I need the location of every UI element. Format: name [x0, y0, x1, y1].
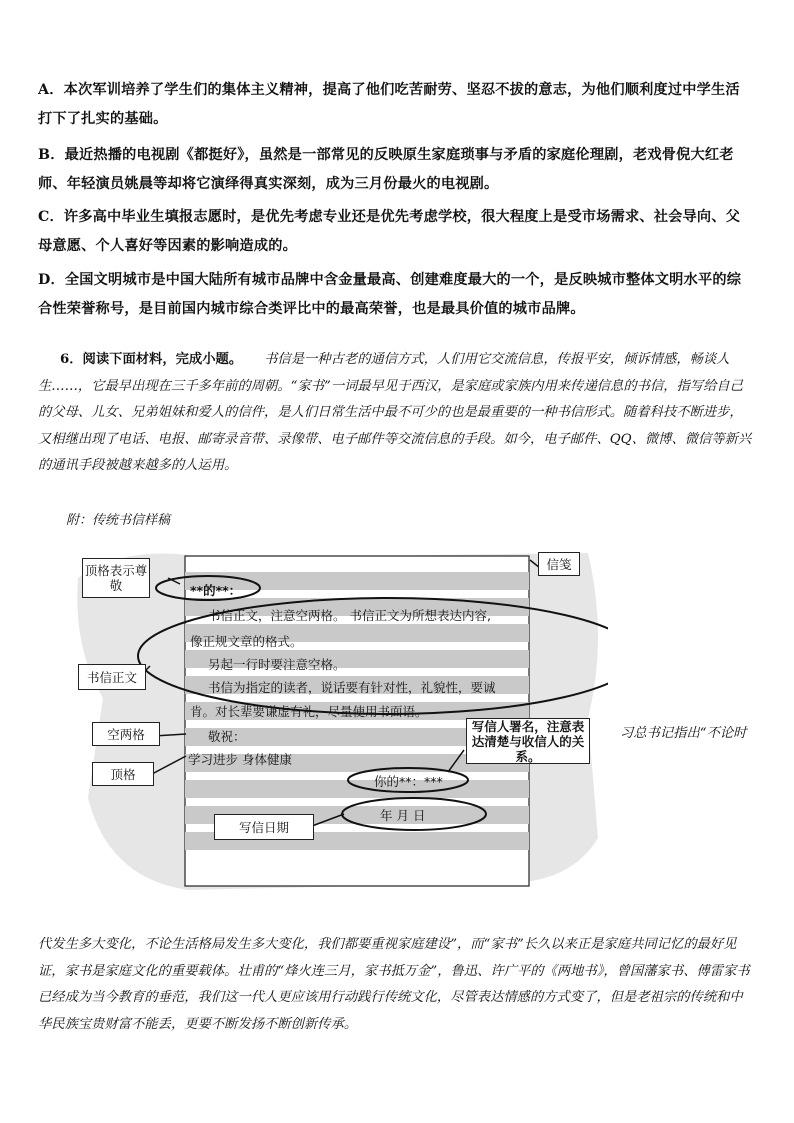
side-text: 习总书记指出“不论时	[620, 726, 747, 741]
callout-date: 写信日期	[214, 814, 314, 840]
letter-signature: 你的**：***	[374, 774, 443, 789]
letter-sample-figure	[68, 538, 608, 898]
passage-continued: 代发生多大变化，不论生活格局发生多大变化，我们都要重视家庭建设”，而“家书”长久以来正是家庭共同记忆的最好见证，家书是家庭文化的重要载体。壮甫的“烽火连三月，家书抵万金”，鲁迅、许广平的《两地书》，曾国藩家书、傅雷家书已经成为当今教育的垂范，我们这一代人更应该用行动践行传统文化，尽管表达情感的方式变了，但是老祖宗的传统和中华民族宝贵财富不能丢，更要不断发扬不断创新传承。	[38, 937, 750, 1032]
callout-indent: 空两格	[92, 722, 160, 746]
letter-body-line-2: 像正规文章的格式。	[190, 634, 303, 649]
question-heading: 6．阅读下面材料，完成小题。	[60, 352, 243, 367]
callout-signature: 写信人署名，注意表达清楚与收信人的关系。	[466, 718, 590, 764]
letter-wish: 学习进步 身体健康	[188, 752, 292, 767]
letter-body-line-1: 书信正文，注意空两格。 书信正文为所想表达内容,	[208, 608, 491, 623]
letter-body-line-5: 肯。对长辈要谦虚有礼，尽量使用书面语。	[190, 704, 428, 719]
option-d: D．全国文明城市是中国大陆所有城市品牌中含金量最高、创建难度最大的一个，是反映城市整体文明水平的综合性荣誉称号，是目前国内城市综合类评比中的最高荣誉，也是最具价值的城市品牌。	[38, 272, 742, 317]
figure-caption: 附：传统书信样稿	[66, 513, 171, 528]
letter-date: 年 月 日	[380, 808, 426, 823]
option-b: B．最近热播的电视剧《都挺好》，虽然是一部常见的反映原生家庭琐事与矛盾的家庭伦理剧，老戏骨倪大红老师、年轻演员姚晨等却将它演绎得真实深刻，成为三月份最火的电视剧。	[38, 147, 734, 192]
callout-top-honor: 顶格表示尊敬	[82, 558, 150, 598]
callout-body: 书信正文	[78, 664, 146, 690]
option-c: C．许多高中毕业生填报志愿时，是优先考虑专业还是优先考虑学校，很大程度上是受市场需求、社会导向、父母意愿、个人喜好等因素的影响造成的。	[38, 209, 741, 254]
letter-regards: 敬祝：	[208, 729, 246, 744]
callout-paper: 信笺	[538, 552, 580, 576]
letter-body-line-3: 另起一行时要注意空格。	[208, 657, 346, 672]
option-a: A．本次军训培养了学生们的集体主义精神，提高了他们吃苦耐劳、坚忍不拔的意志，为他们顺利度过中学生活打下了扎实的基础。	[38, 82, 740, 127]
letter-salutation: **的**：	[190, 583, 242, 598]
letter-body-line-4: 书信为指定的读者，说话要有针对性，礼貌性，要诚	[208, 680, 496, 695]
passage-intro	[38, 347, 754, 480]
passage-text: 书信是一种古老的通信方式，人们用它交流信息，传报平安，倾诉情感，畅谈人生……，它最早出现在三千多年前的周朝。“家书”一词最早见于西汉，是家庭或家族内用来传递信息的书信，指写给自己的父母、儿女、兄弟姐妹和爱人的信件，是人们日常生活中最不可少的也是最重要的一种书信形式。随着科技不断进步，又相继出现了电话、电报、邮寄录音带、录像带、电子邮件等交流信息的手段。如今，电子邮件、QQ、微博、微信等新兴的通讯手段被越来越多的人运用。	[38, 352, 752, 473]
callout-flush: 顶格	[92, 762, 154, 786]
